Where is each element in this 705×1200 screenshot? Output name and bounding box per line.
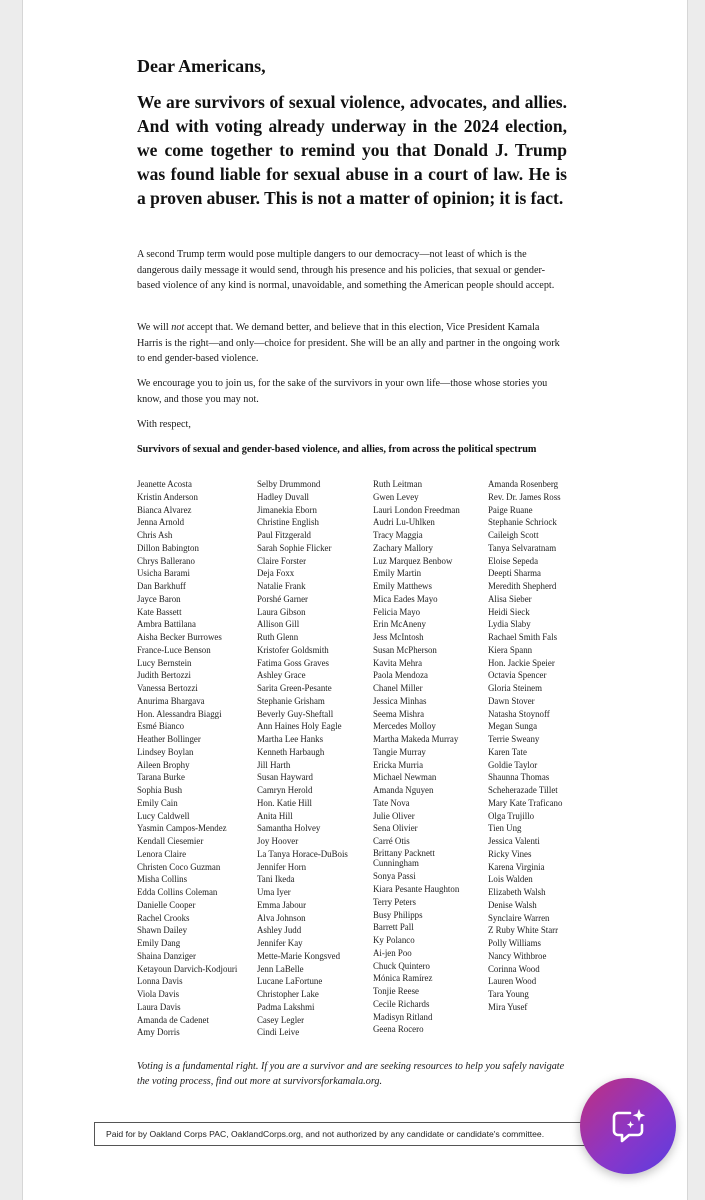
signatory-name: Mónica Ramírez (373, 973, 433, 984)
signatory-name: Martha Makeda Murray (373, 734, 459, 744)
signatory-name: Cindi Leive (257, 1027, 300, 1038)
signatory-name: Terrie Sweany (488, 734, 540, 744)
signatory-name: Padma Lakshmi (257, 1001, 315, 1012)
signatory-name: Kate Bassett (137, 606, 182, 617)
signatory-name: Meredith Shepherd (488, 581, 557, 591)
signatory-name: Ambra Battilana (137, 619, 196, 630)
signatory-name: Ai-jen Poo (373, 947, 412, 958)
signatory-name: Mira Yusef (488, 1001, 528, 1012)
signatory-name: Ericka Murria (373, 759, 424, 770)
signatory-name: Ricky Vines (488, 848, 532, 859)
signatory-name: Usicha Barami (137, 568, 190, 579)
signatory-name: Brittany Packnett Cunningham (373, 847, 435, 868)
signatory-name: Lucane LaFortune (257, 976, 323, 987)
signatory-name: Goldie Taylor (488, 759, 538, 770)
signatory-name: Lucy Bernstein (137, 657, 192, 668)
signatory-name: Kiera Spann (488, 644, 533, 655)
signatory-name: Anurima Bhargava (137, 695, 205, 706)
signatory-name: Deja Foxx (257, 568, 295, 579)
letter-paragraph-1: A second Trump term would pose multiple dangers to our democracy—not least of which is the dangerous daily message it would send, through his presence and his policies, that sexual or gender-based violence of any kind is normal, unavoidable, and something the American people should accept. (137, 249, 555, 291)
signatory-name: Mette-Marie Kongsved (257, 950, 341, 961)
signatory-name: Misha Collins (137, 874, 188, 885)
signatory-name: Jessica Minhas (373, 695, 427, 706)
signatory-name: Ruth Glenn (257, 632, 299, 642)
signatory-name: Polly Williams (488, 938, 541, 948)
signatory-name: Samantha Holvey (257, 823, 321, 834)
signatory-name: Megan Sunga (488, 721, 538, 732)
signatory-name: Kavita Mehra (373, 657, 423, 668)
signatory-name: Natasha Stoynoff (488, 708, 550, 719)
signatory-name: Hon. Jackie Speier (488, 657, 555, 668)
signatory-name: Dan Barkhuff (137, 581, 186, 591)
signatory-name: Chrys Ballerano (137, 555, 195, 566)
signatory-name: Octavia Spencer (488, 670, 547, 681)
signatory-name: Gwen Levey (373, 491, 419, 502)
signatory-name: Casey Legler (257, 1014, 305, 1025)
signatory-name: Felicia Mayo (373, 606, 421, 617)
signatory-name: Amy Dorris (137, 1027, 180, 1038)
signatory-name: Porshé Garner (257, 593, 309, 604)
signatory-name: Paola Mendoza (373, 670, 428, 681)
signatory-name: Terry Peters (373, 896, 416, 907)
signatory-name: Lonna Davis (137, 976, 183, 987)
signatory-name: Stephanie Schriock (488, 517, 557, 528)
signatory-name: Judith Bertozzi (137, 670, 191, 681)
signatory-name: Paige Ruane (488, 504, 533, 515)
signatory-name: Hon. Katie Hill (257, 797, 312, 808)
signatory-name: Vanessa Bertozzi (137, 683, 198, 693)
signatory-name: Mercedes Molloy (373, 721, 436, 732)
signatory-name: Deepti Sharma (488, 568, 541, 579)
signatory-name: Seema Mishra (373, 708, 425, 719)
signatory-name: Ky Polanco (373, 935, 415, 946)
signatory-name: Tracy Maggia (373, 530, 423, 540)
signatory-name: Lauren Wood (488, 976, 537, 987)
signatory-name: Emma Jabour (257, 899, 307, 910)
signatory-name: Laura Gibson (257, 606, 306, 617)
signatory-name: Jill Harth (257, 759, 291, 770)
signatory-name: Stephanie Grisham (257, 695, 325, 706)
signatory-name: Jennifer Horn (257, 861, 307, 872)
signatory-name: Sonya Passi (373, 871, 416, 882)
signatory-name: Ann Haines Holy Eagle (257, 721, 342, 732)
paragraph-2-end: accept that. We demand better, and believe that in this election, Vice President Kamala Harris is the right—and only—choice for president. She will be an ally and partner in the ongoing work to end gender-based violence. (137, 322, 560, 364)
signatory-name: Kenneth Harbaugh (257, 746, 325, 757)
signatory-name: Edda Collins Coleman (137, 887, 218, 897)
signatory-name: La Tanya Horace-DuBois (257, 848, 348, 859)
signatory-name: Camryn Herold (257, 785, 313, 795)
signatory-name: Sarah Sophie Flicker (257, 542, 332, 553)
signatory-name: Jayce Baron (137, 593, 181, 604)
signatory-name: Julie Oliver (373, 810, 415, 821)
letter-paragraph-3: We encourage you to join us, for the sake of the survivors in your own life—those whose stories you know, and those you may not. (137, 378, 548, 405)
signatory-name: Amanda Nguyen (373, 785, 434, 795)
letter-greeting: Dear Americans, (137, 56, 266, 76)
signatory-name: Aisha Becker Burrowes (137, 632, 222, 642)
signatory-name: Lois Walden (488, 874, 533, 885)
signatory-name: Kristofer Goldsmith (257, 644, 329, 655)
signatory-name: Kiara Pesante Haughton (373, 884, 460, 895)
signatory-name: Alisa Sieber (488, 593, 532, 604)
signatory-name: Beverly Guy-Sheftall (257, 708, 334, 719)
signatory-name: Elizabeth Walsh (488, 887, 546, 897)
signatory-name: Cecile Richards (373, 998, 430, 1009)
signatory-name: Fatima Goss Graves (257, 657, 329, 668)
signatory-name: Denise Walsh (488, 899, 537, 910)
signatory-name: Rachael Smith Fals (488, 632, 558, 642)
signatory-name: Heather Bollinger (137, 734, 201, 744)
signatory-name: Amanda de Cadenet (137, 1014, 209, 1025)
signatory-name: Tangie Murray (373, 746, 426, 757)
signatory-name: Scheherazade Tillet (488, 785, 558, 795)
signatory-name: Alva Johnson (257, 912, 306, 923)
signatory-name: Emily Matthews (373, 581, 432, 591)
signatory-name: Synclaire Warren (488, 912, 550, 923)
signatory-name: Emily Cain (137, 797, 178, 808)
signatory-name: Hadley Duvall (257, 491, 310, 502)
signatory-name: Danielle Cooper (137, 899, 196, 910)
signatory-name: Ashley Judd (257, 925, 302, 936)
chat-widget-button[interactable] (580, 1078, 676, 1174)
signatory-name: Tarana Burke (137, 772, 185, 783)
signatory-name: Joy Hoover (257, 836, 299, 846)
paid-for-disclaimer: Paid for by Oakland Corps PAC, OaklandCorps.org, and not authorized by any candidate or candidate's committee. (94, 1122, 592, 1146)
signatory-name: Nancy Withbroe (488, 950, 547, 961)
signatory-name: Jessica Valenti (488, 836, 540, 846)
signatory-name: Gloria Steinem (488, 683, 542, 693)
signatory-name: Shaunna Thomas (488, 772, 550, 783)
signatory-name: Chanel Miller (373, 683, 423, 693)
signatory-column-3 (373, 478, 473, 1036)
signatory-name: Lauri London Freedman (373, 504, 460, 515)
signatory-name: Chris Ash (137, 530, 173, 540)
signatory-name: Viola Davis (137, 989, 180, 999)
signatory-name: Heidi Sieck (488, 606, 530, 617)
signatory-name: Christopher Lake (257, 989, 319, 999)
signatory-name: Dawn Stover (488, 695, 535, 706)
signatory-name: Emily Dang (137, 938, 181, 948)
signatory-name: Christine English (257, 517, 319, 528)
signatory-name: Jimanekia Eborn (257, 504, 317, 515)
letter-paragraph-2 (137, 320, 567, 367)
signatory-name: Tanya Selvaratnam (488, 542, 557, 553)
signatory-name: Ketayoun Darvich-Kodjouri (137, 963, 238, 974)
signatory-name: Sena Olivier (373, 823, 418, 834)
signatory-name: Paul Fitzgerald (257, 530, 311, 540)
signatory-name: Jess McIntosh (373, 632, 424, 642)
signatory-name: Ashley Grace (257, 670, 306, 681)
signatory-name: Laura Davis (137, 1001, 181, 1012)
signatory-name: Z Ruby White Starr (488, 925, 559, 936)
paragraph-2-emphasis: not (171, 322, 185, 333)
signatory-name: Anita Hill (257, 810, 293, 821)
signatory-name: Eloise Sepeda (488, 555, 539, 566)
signatory-name: Dillon Babington (137, 542, 199, 553)
signatory-column-2 (257, 478, 348, 1039)
signatory-name: Ruth Leitman (373, 479, 423, 489)
signatory-column-1 (137, 478, 237, 1039)
signatory-name: Shaina Danziger (137, 950, 196, 961)
signatory-name: Karena Virginia (488, 861, 545, 872)
signatory-column-4 (488, 478, 562, 1014)
signatory-name: Kristin Anderson (137, 491, 198, 502)
signatory-name: Bianca Alvarez (137, 504, 192, 515)
signatory-name: Emily Martin (373, 568, 422, 579)
signatory-name: Busy Philipps (373, 909, 423, 920)
signatories-heading: Survivors of sexual and gender-based violence, and allies, from across the political spectrum (137, 444, 537, 455)
signatory-name: Lucy Caldwell (137, 810, 190, 821)
signatory-name: Chuck Quintero (373, 960, 430, 971)
signatory-name: Aileen Brophy (137, 759, 190, 770)
signatory-name: Madisyn Ritland (373, 1011, 433, 1022)
signatory-name: Tate Nova (373, 797, 410, 808)
signatory-name: Michael Newman (373, 772, 437, 783)
signatory-name: Claire Forster (257, 555, 307, 566)
signatory-name: Audri Lu-Uhlken (373, 517, 435, 528)
signatory-name: Yasmin Campos-Mendez (137, 823, 227, 834)
signatory-name: Susan McPherson (373, 644, 437, 655)
signatory-name: Luz Marquez Benbow (373, 555, 453, 566)
voting-resources-note: Voting is a fundamental right. If you are a survivor and are seeking resources to help you safely navigate the voting process, find out more at survivorsforkamala.org. (137, 1061, 565, 1087)
signatory-name: Erin McAneny (373, 619, 426, 630)
signatory-name: Carré Otis (373, 836, 410, 846)
signatory-name: Selby Drummond (257, 479, 321, 489)
signatory-name: Lindsey Boylan (137, 746, 194, 757)
signatory-name: Shawn Dailey (137, 925, 188, 936)
signatory-name: Mary Kate Traficano (488, 797, 563, 808)
signatory-name: Olga Trujillo (488, 810, 535, 821)
signatory-name: Mica Eades Mayo (373, 593, 438, 604)
signatory-name: Tien Ung (488, 823, 522, 834)
paragraph-2-start: We will (137, 322, 172, 333)
signatory-name: Christen Coco Guzman (137, 861, 221, 872)
signatory-name: Rev. Dr. James Ross (488, 491, 561, 502)
signatory-name: Rachel Crooks (137, 912, 190, 923)
letter-closing: With respect, (137, 419, 191, 430)
signatory-name: Jenna Arnold (137, 517, 185, 528)
signatory-name: Natalie Frank (257, 581, 306, 591)
signatory-name: France-Luce Benson (137, 644, 211, 655)
signatory-name: Susan Hayward (257, 772, 313, 783)
signatory-name: Amanda Rosenberg (488, 479, 559, 489)
signatory-name: Barrett Pall (373, 922, 414, 933)
signatory-name: Jennifer Kay (257, 938, 303, 948)
signatory-name: Sophia Bush (137, 785, 183, 795)
signatory-name: Zachary Mallory (373, 542, 433, 553)
chat-sparkle-icon (606, 1104, 650, 1148)
signatory-name: Tani Ikeda (257, 874, 295, 885)
signatory-name: Jeanette Acosta (137, 479, 192, 489)
signatory-name: Uma Iyer (257, 887, 291, 897)
signatory-name: Lenora Claire (137, 848, 187, 859)
signatory-name: Karen Tate (488, 746, 527, 757)
signatory-name: Caileigh Scott (488, 530, 539, 540)
signatory-name: Jenn LaBelle (257, 963, 304, 974)
signatory-name: Corinna Wood (488, 963, 540, 974)
signatory-name: Martha Lee Hanks (257, 734, 324, 744)
signatory-name: Geena Rocero (373, 1024, 424, 1035)
letter-headline: We are survivors of sexual violence, advocates, and allies. And with voting already underway in the 2024 election, we come together to remind you that Donald J. Trump was found liable for sexual abuse in a court of law. He is a proven abuser. This is not a matter of opinion; it is fact. (137, 92, 567, 208)
signatory-name: Tonjie Reese (373, 986, 419, 997)
signatory-name: Tara Young (488, 989, 529, 999)
signatory-name: Sarita Green-Pesante (257, 683, 332, 693)
signatory-name: Esmé Bianco (137, 721, 185, 732)
signatory-name: Allison Gill (257, 619, 300, 630)
signatory-name: Hon. Alessandra Biaggi (137, 708, 222, 719)
signatory-name: Lydia Slaby (488, 619, 531, 630)
signatory-name: Kendall Ciesemier (137, 836, 204, 846)
